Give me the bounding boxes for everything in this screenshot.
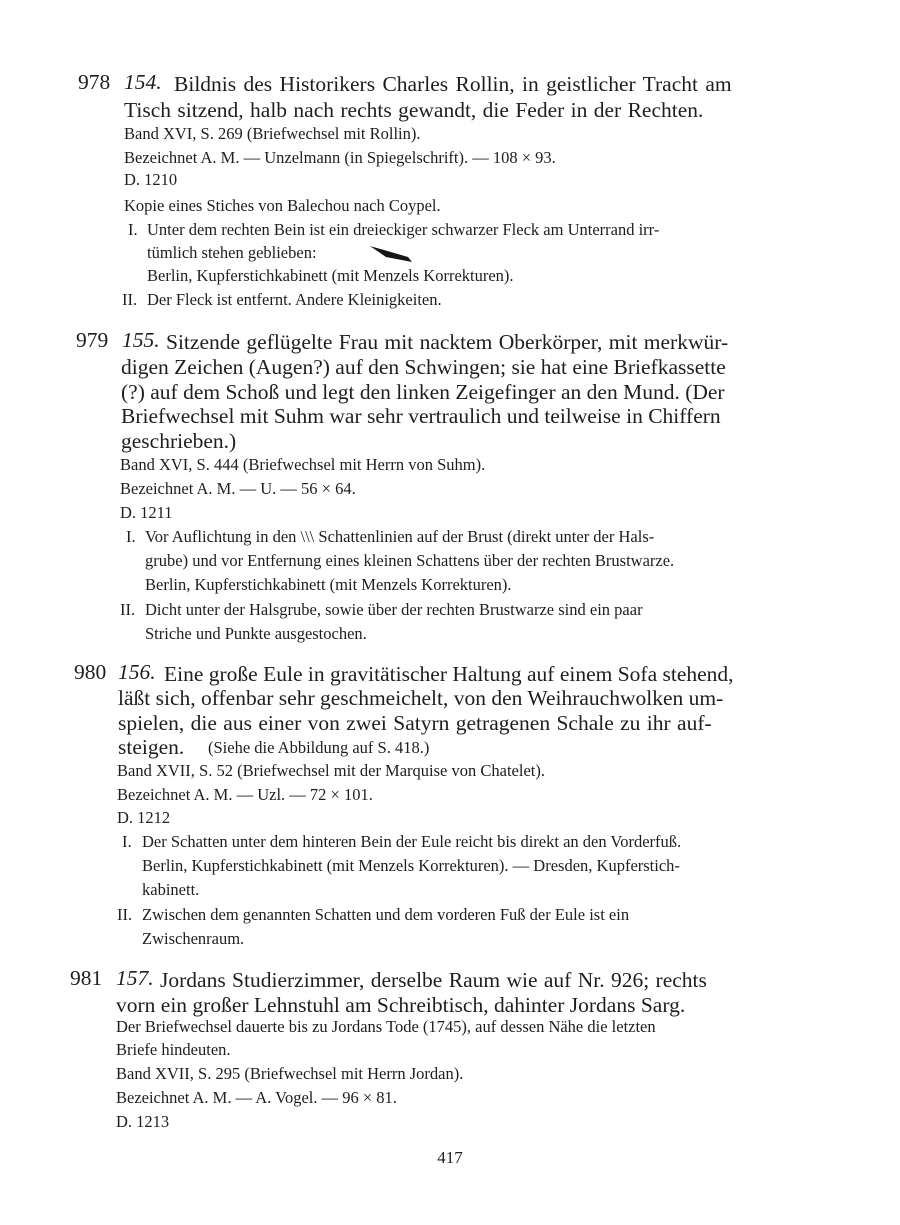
entry-detail-line: D. 1210 [124, 170, 178, 189]
state-label: I. [122, 832, 132, 851]
state-text-line: Dicht unter der Halsgrube, sowie über der rechten Brustwarze sind ein paar [145, 600, 643, 619]
state-label: II. [117, 905, 133, 924]
state-text-line: Der Fleck ist entfernt. Andere Kleinigkeiten. [147, 290, 442, 309]
entry-detail-line: Bezeichnet A. M. — A. Vogel. — 96 × 81. [116, 1088, 397, 1107]
entry-number: 981 [70, 966, 103, 990]
entry-detail-line: Bezeichnet A. M. — U. — 56 × 64. [120, 479, 356, 498]
black-fleck-mark [368, 244, 414, 264]
entry-number: 979 [76, 328, 109, 352]
plate-number: 157. [116, 966, 154, 990]
entry-detail-line: Bezeichnet A. M. — Unzelmann (in Spiegelschrift). — 108 × 93. [124, 148, 556, 167]
state-text-line: Zwischen dem genannten Schatten und dem vorderen Fuß der Eule ist ein [142, 905, 630, 924]
plate-number: 154. [124, 70, 162, 94]
entry-title-line: Briefwechsel mit Suhm war sehr vertraulich und teilweise in Chiffern [121, 404, 721, 428]
entry-title-line: digen Zeichen (Augen?) auf den Schwingen; sie hat eine Briefkassette [121, 355, 726, 379]
state-text-line: grube) und vor Entfernung eines kleinen Schattens über der rechten Brustwarze. [145, 551, 675, 570]
entry-number: 980 [74, 660, 107, 684]
state-label: I. [126, 527, 136, 546]
entry-detail-line: Der Briefwechsel dauerte bis zu Jordans Tode (1745), auf dessen Nähe die letzten [116, 1017, 656, 1036]
state-text-line: Der Schatten unter dem hinteren Bein der Eule reicht bis direkt an den Vorderfuß. [142, 832, 682, 851]
entry-detail-line: D. 1211 [120, 503, 173, 522]
entry-title-line: Jordans Studierzimmer, derselbe Raum wie auf Nr. 926; rechts [160, 968, 707, 992]
entry-title-line: Bildnis des Historikers Charles Rollin, in geistlicher Tracht am [174, 72, 732, 96]
state-text-line: kabinett. [142, 880, 200, 899]
entry-detail-line: Band XVI, S. 444 (Briefwechsel mit Herrn von Suhm). [120, 455, 486, 474]
state-text-line: Vor Auflichtung in den \\\ Schattenlinien auf der Brust (direkt unter der Hals- [145, 527, 655, 546]
entry-title-line: läßt sich, offenbar sehr geschmeichelt, von den Weihrauchwolken um- [118, 686, 724, 710]
entry-detail-line: D. 1212 [117, 808, 171, 827]
entry-title-line: Eine große Eule in gravitätischer Haltung auf einem Sofa stehend, [164, 662, 734, 686]
entry-detail-line: Bezeichnet A. M. — Uzl. — 72 × 101. [117, 785, 373, 804]
state-text-line: Unter dem rechten Bein ist ein dreieckiger schwarzer Fleck am Unterrand irr- [147, 220, 660, 239]
entry-detail-line: Band XVII, S. 295 (Briefwechsel mit Herrn Jordan). [116, 1064, 464, 1083]
entry-title-line: Sitzende geflügelte Frau mit nacktem Oberkörper, mit merkwür- [166, 330, 729, 354]
entry-title-line: (?) auf dem Schoß und legt den linken Zeigefinger an den Mund. (Der [121, 380, 725, 404]
state-text-line: Berlin, Kupferstichkabinett (mit Menzels Korrekturen). [147, 266, 514, 285]
entry-detail-line: D. 1213 [116, 1112, 170, 1131]
entry-detail-line: Briefe hindeuten. [116, 1040, 231, 1059]
state-label: II. [120, 600, 136, 619]
state-text-line: Berlin, Kupferstichkabinett (mit Menzels Korrekturen). [145, 575, 512, 594]
state-text-line: tümlich stehen geblieben: [147, 243, 317, 262]
entry-title-line: Tisch sitzend, halb nach rechts gewandt, die Feder in der Rechten. [124, 98, 704, 122]
entry-title-line: vorn ein großer Lehnstuhl am Schreibtisch, dahinter Jordans Sarg. [116, 993, 686, 1017]
state-text-line: Zwischenraum. [142, 929, 245, 948]
state-label: II. [122, 290, 138, 309]
plate-number: 155. [122, 328, 160, 352]
plate-number: 156. [118, 660, 156, 684]
entry-number: 978 [78, 70, 111, 94]
state-label: I. [128, 220, 138, 239]
page-number: 417 [437, 1148, 463, 1167]
state-text-line: Striche und Punkte ausgestochen. [145, 624, 367, 643]
state-text-line: Berlin, Kupferstichkabinett (mit Menzels Korrekturen). — Dresden, Kupferstich- [142, 856, 680, 875]
figure-reference: (Siehe die Abbildung auf S. 418.) [208, 738, 430, 757]
entry-detail-line: Band XVI, S. 269 (Briefwechsel mit Rollin). [124, 124, 421, 143]
entry-title-line: geschrieben.) [121, 429, 237, 453]
entry-title-line: spielen, die aus einer von zwei Satyrn getragenen Schale zu ihr auf- [118, 711, 712, 735]
entry-title-line: steigen. [118, 735, 185, 759]
entry-detail-line: Band XVII, S. 52 (Briefwechsel mit der Marquise von Chatelet). [117, 761, 545, 780]
entry-detail-line: Kopie eines Stiches von Balechou nach Coypel. [124, 196, 441, 215]
